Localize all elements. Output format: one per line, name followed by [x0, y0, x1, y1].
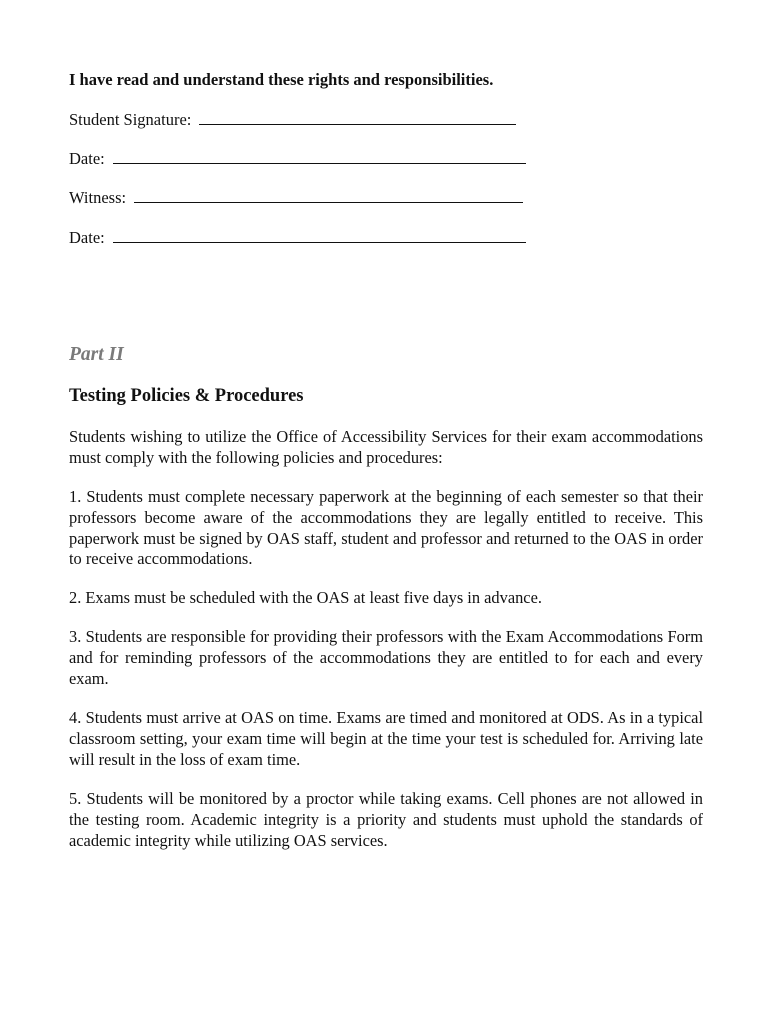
- policy-3: 3. Students are responsible for providing their professors with the Exam Accommodations Form and for reminding professors of the accommodations they are entitled to for each and every exam.: [69, 627, 703, 688]
- student-signature-line[interactable]: [199, 110, 516, 125]
- policy-4: 4. Students must arrive at OAS on time. Exams are timed and monitored at ODS. As in a typical classroom setting, your exam time will begin at the time your test is scheduled for. Arriving late will result in the loss of exam time.: [69, 708, 703, 769]
- acknowledgement-statement: I have read and understand these rights and responsibilities.: [69, 70, 494, 89]
- date-field-1[interactable]: [69, 149, 526, 169]
- student-signature-field[interactable]: [69, 110, 516, 130]
- date-line-2[interactable]: [113, 228, 526, 243]
- date-label-1: Date:: [69, 149, 105, 168]
- part-label: Part II: [69, 344, 124, 365]
- document-page: [69, 0, 703, 1024]
- policy-5: 5. Students will be monitored by a proctor while taking exams. Cell phones are not allowed in the testing room. Academic integrity is a priority and students must uphold the standards of academic integrity while utilizing OAS services.: [69, 789, 703, 850]
- policy-2: 2. Exams must be scheduled with the OAS at least five days in advance.: [69, 588, 542, 607]
- date-field-2[interactable]: [69, 228, 526, 248]
- student-signature-label: Student Signature:: [69, 110, 192, 129]
- section-heading: Testing Policies & Procedures: [69, 386, 304, 406]
- date-line-1[interactable]: [113, 149, 526, 164]
- policy-1: 1. Students must complete necessary paperwork at the beginning of each semester so that their professors become aware of the accommodations they are legally entitled to receive. This paperwork must be signed by OAS staff, student and professor and returned to the OAS in order to receive accommodations.: [69, 487, 703, 569]
- witness-label: Witness:: [69, 188, 127, 207]
- date-label-2: Date:: [69, 228, 105, 247]
- witness-field[interactable]: [69, 188, 523, 208]
- intro-paragraph: Students wishing to utilize the Office of Accessibility Services for their exam accommodations must comply with the following policies and procedures:: [69, 427, 703, 467]
- witness-line[interactable]: [134, 188, 523, 203]
